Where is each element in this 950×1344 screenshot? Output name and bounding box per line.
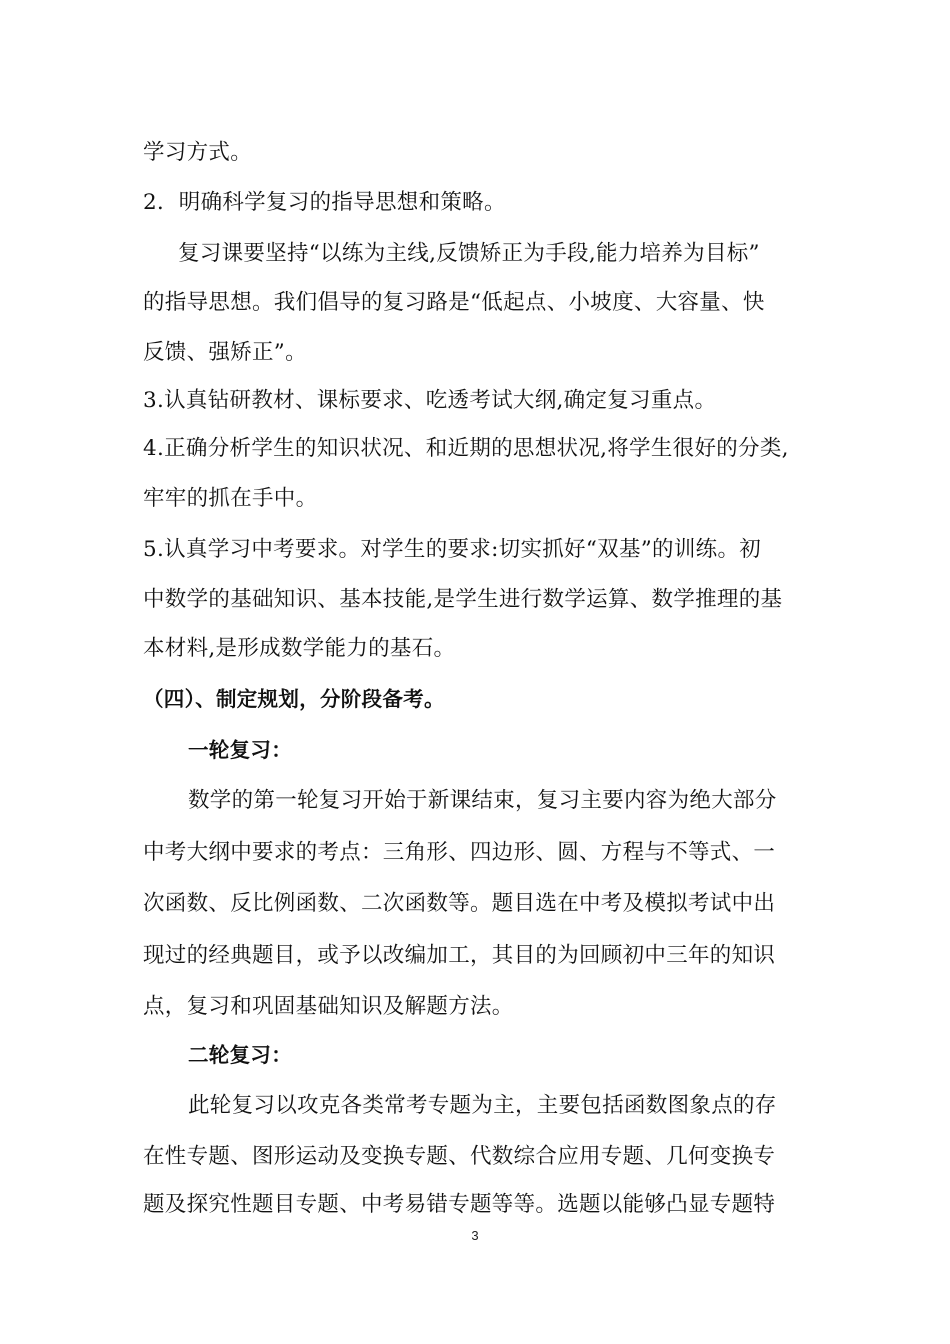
text-line: 牢牢的抓在手中。 — [143, 486, 318, 511]
text-line: 此轮复习以攻克各类常考专题为主，主要包括函数图象点的存 — [188, 1093, 777, 1118]
text-line: 4.正确分析学生的知识状况、和近期的思想状况,将学生很好的分类, — [143, 436, 789, 461]
subsection-heading: 二轮复习： — [188, 1043, 292, 1067]
text-line: 点，复习和巩固基础知识及解题方法。 — [143, 994, 514, 1019]
text-line: 题及探究性题目专题、中考易错专题等等。选题以能够凸显专题特 — [143, 1192, 776, 1217]
text-line: 本材料,是形成数学能力的基石。 — [143, 636, 456, 661]
text-line: 现过的经典题目，或予以改编加工，其目的为回顾初中三年的知识 — [143, 943, 776, 968]
text-line: 复习课要坚持“以练为主线,反馈矫正为手段,能力培养为目标” — [178, 241, 760, 266]
text-line: 次函数、反比例函数、二次函数等。题目选在中考及模拟考试中出 — [143, 891, 776, 916]
text-line: 的指导思想。我们倡导的复习路是“低起点、小坡度、大容量、快 — [143, 290, 765, 315]
text-line: 数学的第一轮复习开始于新课结束，复习主要内容为绝大部分 — [188, 788, 777, 813]
section-heading: （四）、制定规划，分阶段备考。 — [143, 687, 445, 711]
text-line: 中考大纲中要求的考点：三角形、四边形、圆、方程与不等式、一 — [143, 840, 776, 865]
text-line: 中数学的基础知识、基本技能,是学生进行数学运算、数学推理的基 — [143, 587, 783, 612]
text-line: 学习方式。 — [143, 140, 253, 165]
subsection-heading: 一轮复习： — [188, 738, 292, 762]
text-line: 2．明确科学复习的指导思想和策略。 — [143, 190, 506, 215]
text-line: 5.认真学习中考要求。对学生的要求:切实抓好“双基”的训练。初 — [143, 537, 762, 562]
text-line: 反馈、强矫正”。 — [143, 340, 307, 365]
page-number: 3 — [471, 1228, 479, 1243]
text-line: 3.认真钻研教材、课标要求、吃透考试大纲,确定复习重点。 — [143, 388, 717, 413]
text-line: 在性专题、图形运动及变换专题、代数综合应用专题、几何变换专 — [143, 1144, 776, 1169]
